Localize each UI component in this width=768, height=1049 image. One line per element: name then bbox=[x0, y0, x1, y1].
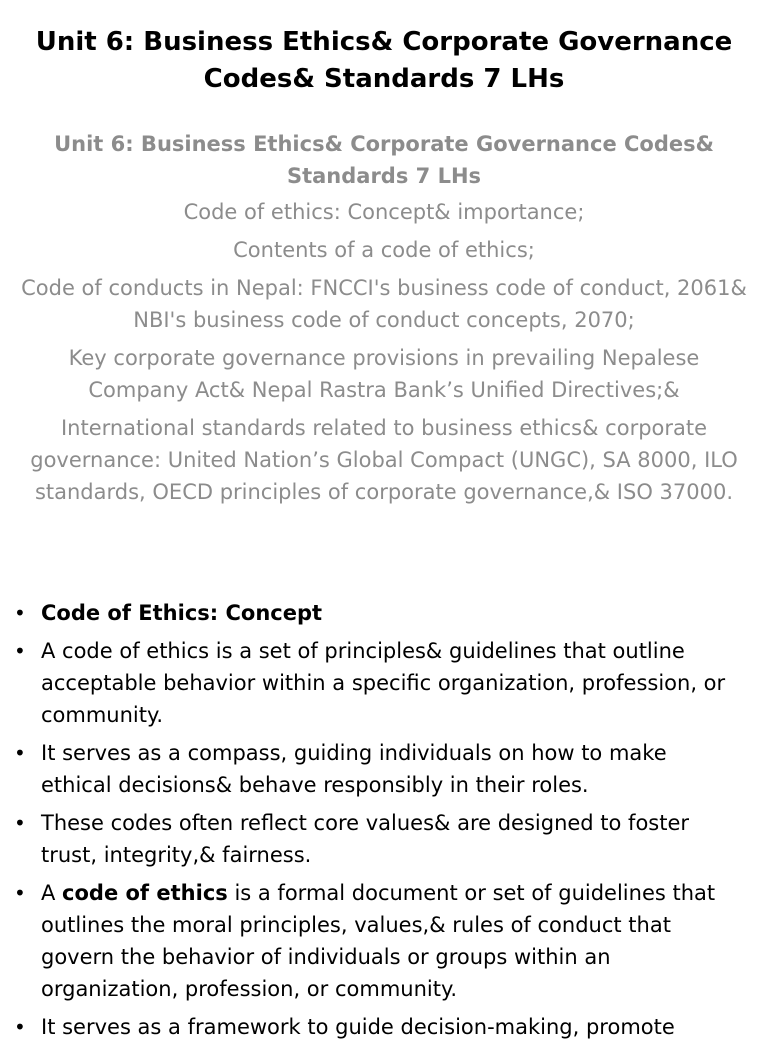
bullet-text: It serves as a compass, guiding individuals on how to make ethical decisions& behave responsibly in their roles. bbox=[41, 741, 667, 797]
bullet-text: It serves as a framework to guide decision-making, promote bbox=[41, 1015, 675, 1039]
bullet-text-pre: A bbox=[41, 881, 63, 905]
bullet-item bbox=[0, 737, 768, 801]
topic-item: Code of conducts in Nepal: FNCCI's business code of conduct, 2061& NBI's business code of conduct concepts, 2070; bbox=[21, 276, 747, 332]
bullet-text: These codes often reflect core values& are designed to foster trust, integrity,& fairness. bbox=[41, 811, 690, 867]
unit-overview-heading: Unit 6: Business Ethics& Corporate Governance Codes& Standards 7 LHs bbox=[54, 132, 714, 188]
topic-item: Key corporate governance provisions in prevailing Nepalese Company Act& Nepal Rastra Bank’s Unified Directives;& bbox=[68, 346, 700, 402]
bullet-dot-icon: • bbox=[14, 741, 26, 765]
bullet-emphasis: code of ethics bbox=[62, 881, 228, 905]
topic-item: Code of ethics: Concept& importance; bbox=[183, 200, 585, 224]
bullet-item bbox=[0, 635, 768, 731]
unit-overview bbox=[20, 128, 748, 514]
bullet-text: A code of ethics is a set of principles& guidelines that outline acceptable behavior within a specific organization, profession, or community. bbox=[41, 639, 726, 727]
bullet-dot-icon: • bbox=[14, 881, 26, 905]
bullet-item bbox=[0, 877, 768, 1005]
bullet-dot-icon: • bbox=[14, 1015, 26, 1039]
bullet-item bbox=[0, 1011, 768, 1043]
bullet-item bbox=[0, 807, 768, 871]
bullet-dot-icon: • bbox=[14, 601, 26, 625]
page-title: Unit 6: Business Ethics& Corporate Governance Codes& Standards 7 LHs bbox=[35, 27, 733, 94]
topic-item: Contents of a code of ethics; bbox=[233, 238, 535, 262]
bullet-dot-icon: • bbox=[14, 811, 26, 835]
bullet-text-post: is a formal document or set of guidelines that outlines the moral principles, values,& rules of conduct that govern the behavior of individuals or groups within an organization, profession, or community. bbox=[41, 881, 716, 1001]
bullet-dot-icon: • bbox=[14, 639, 26, 663]
bullet-item bbox=[0, 597, 768, 629]
bullet-list bbox=[0, 597, 768, 1049]
bullet-heading: Code of Ethics: Concept bbox=[41, 601, 323, 625]
topic-item: International standards related to business ethics& corporate governance: United Nation’s Global Compact (UNGC), SA 8000, ILO standards, OECD principles of corporate governance,& ISO 37000. bbox=[30, 416, 738, 504]
